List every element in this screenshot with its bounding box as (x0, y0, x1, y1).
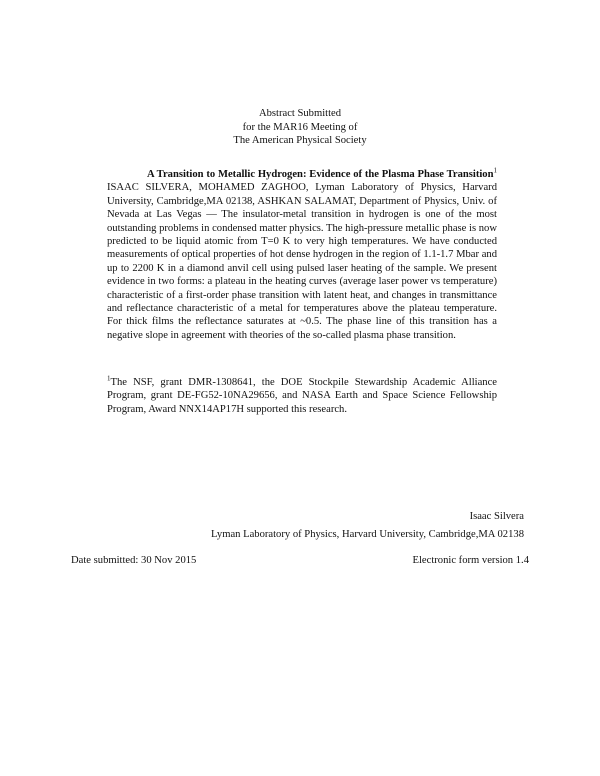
title-footnote-marker: 1 (493, 166, 497, 175)
abstract-title: A Transition to Metallic Hydrogen: Evidence of the Plasma Phase Transition (147, 169, 494, 180)
abstract-body: ISAAC SILVERA, MOHAMED ZAGHOO, Lyman Laboratory of Physics, Harvard University, Cambridge,MA 02138, ASHKAN SALAMAT, Department of Physics, Univ. of Nevada at Las Vegas — The insulator-metal transition in hydrogen is one of the most outstanding problems in condensed matter physics. The high-pressure metallic phase is now predicted to be liquid atomic from T=0 K to very high temperatures. We have conducted measurements of optical properties of hot dense hydrogen in the region of 1.1-1.7 Mbar and up to 2200 K in a diamond anvil cell using pulsed laser heating of the sample. We present evidence in two forms: a plateau in the heating curves (average laser power vs temperature) characteristic of a first-order phase transition with latent heat, and changes in transmittance and reflectance characteristic of a metal for temperatures above the plateau temperature. For thick films the reflectance saturates at ~0.5. The phase line of this transition has a negative slope in agreement with theories of the so-called plasma phase transition. (107, 182, 497, 341)
footnote-marker: 1 (107, 374, 111, 383)
header-line-meeting: for the MAR16 Meeting of (242, 121, 358, 133)
funding-footnote (107, 376, 497, 416)
header-line-society: The American Physical Society (233, 135, 367, 147)
submission-header (0, 107, 600, 148)
abstract-block (107, 168, 497, 342)
signature-block (104, 508, 524, 544)
signature-affiliation: Lyman Laboratory of Physics, Harvard University, Cambridge,MA 02138 (211, 529, 524, 540)
footnote-text: The NSF, grant DMR-1308641, the DOE Stockpile Stewardship Academic Alliance Program, grant DE-FG52-10NA29656, and NASA Earth and Space Science Fellowship Program, Award NNX14AP17H supported this research. (107, 377, 497, 415)
header-line-abstract-submitted: Abstract Submitted (258, 108, 342, 119)
date-submitted: Date submitted: 30 Nov 2015 (71, 555, 197, 566)
signature-name: Isaac Silvera (469, 511, 524, 522)
form-version: Electronic form version 1.4 (412, 555, 529, 566)
